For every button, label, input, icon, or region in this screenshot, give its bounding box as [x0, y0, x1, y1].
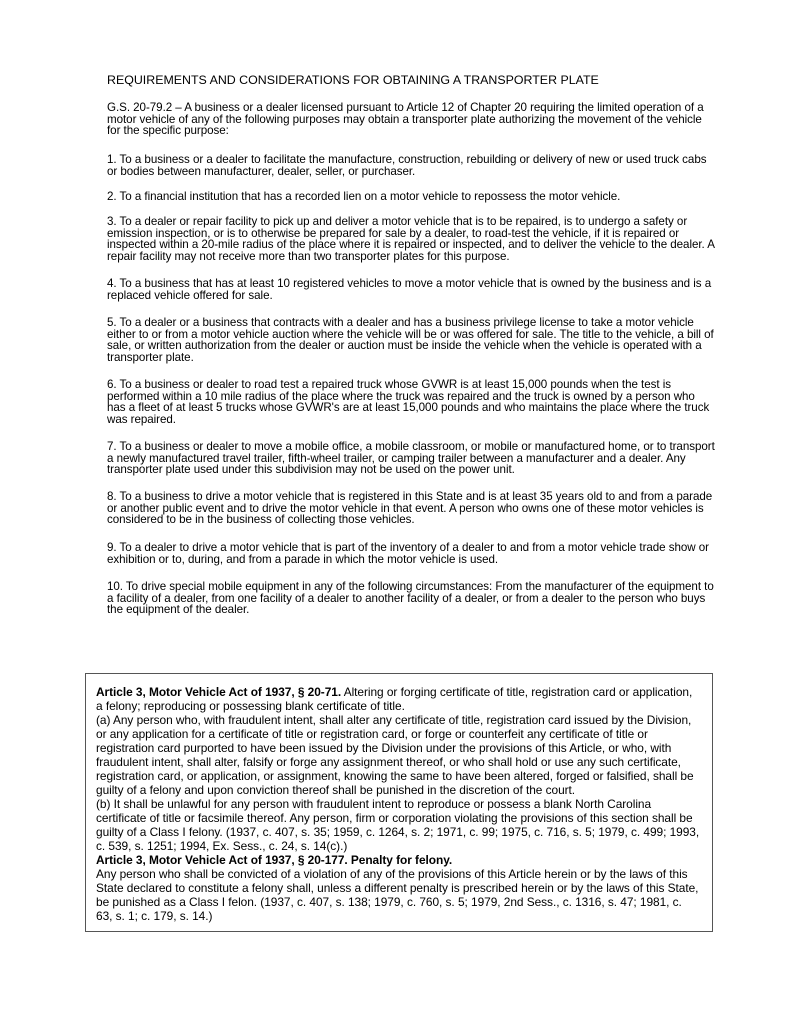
- requirement-item-4: 4. To a business that has at least 10 registered vehicles to move a motor vehicle that is owned by the business and is a replaced vehicle offered for sale.: [107, 277, 712, 302]
- statute-20-177-heading: Article 3, Motor Vehicle Act of 1937, § 20-177. Penalty for felony.: [96, 853, 453, 867]
- statute-20-71-subsection-a: (a) Any person who, with fraudulent intent, shall alter any certificate of title, registration card issued by the Division, or any application for a certificate of title or registration card, or forge or counterfeit any certificate of title or registration card purported to have been issued by the Division under the provisions of this Article, or who, with fraudulent intent, shall alter, falsify or forge any assignment thereof, or who shall hold or use any such certificate, registration card, or application, or assignment, knowing the same to have been altered, forged or falsified, shall be guilty of a felony and upon conviction thereof shall be punished in the discretion of the court.: [96, 713, 694, 797]
- requirement-item-2: 2. To a financial institution that has a recorded lien on a motor vehicle to repossess the motor vehicle.: [107, 190, 621, 203]
- statute-20-71-subsection-b: (b) It shall be unlawful for any person with fraudulent intent to reproduce or possess a blank North Carolina certificate of title or facsimile thereof. Any person, firm or corporation violating the provisions of this section shall be guilty of a Class I felony. (1937, c. 407, s. 35; 1959, c. 1264, s. 2; 1971, c. 99; 1975, c. 716, s. 5; 1979, c. 499; 1993, c. 539, s. 1251; 1994, Ex. Sess., c. 24, s. 14(c).): [96, 797, 700, 853]
- intro-paragraph: G.S. 20-79.2 – A business or a dealer licensed pursuant to Article 12 of Chapter 20 requiring the limited operation of a motor vehicle of any of the following purposes may obtain a transporter plate authorizing the movement of the vehicle for the specific purpose:: [107, 101, 704, 138]
- statute-text: [96, 685, 701, 923]
- statute-20-177-body: Any person who shall be convicted of a violation of any of the provisions of this Article herein or by the laws of this State declared to constitute a felony shall, unless a different penalty is prescribed herein or by the laws of this State, be punished as a Class I felon. (1937, c. 407, s. 138; 1979, c. 760, s. 5; 1979, 2nd Sess., c. 1316, s. 47; 1981, c. 63, s. 1; c. 179, s. 14.): [96, 867, 699, 923]
- requirement-item-7: 7. To a business or dealer to move a mobile office, a mobile classroom, or mobile or manufactured home, or to transport a newly manufactured travel trailer, fifth-wheel trailer, or camping trailer between a manufacturer and a dealer. Any transporter plate used under this subdivision may not be used on the power unit.: [107, 440, 715, 477]
- document-title: REQUIREMENTS AND CONSIDERATIONS FOR OBTAINING A TRANSPORTER PLATE: [107, 73, 599, 87]
- requirement-item-10: 10. To drive special mobile equipment in any of the following circumstances: From the manufacturer of the equipment to a facility of a dealer, from one facility of a dealer to another facility of a dealer, or from a dealer to the person who buys the equipment of the dealer.: [107, 580, 714, 617]
- statute-20-71-heading: Article 3, Motor Vehicle Act of 1937, § 20-71.: [96, 685, 342, 699]
- statute-20-71-intro: [96, 685, 701, 713]
- requirement-item-6: 6. To a business or dealer to road test a repaired truck whose GVWR is at least 15,000 pounds when the test is performed within a 10 mile radius of the place where the truck was repaired and the truck is owned by a person who has a fleet of at least 5 trucks whose GVWR's are at least 15,000 pounds and who maintains the place where the truck was repaired.: [107, 378, 710, 426]
- requirement-item-5: 5. To a dealer or a business that contracts with a dealer and has a business privilege license to take a motor vehicle either to or from a motor vehicle auction where the vehicle will be or was offered for sale. The title to the vehicle, a bill of sale, or written authorization from the dealer or auction must be inside the vehicle when the vehicle is operated with a transporter plate.: [107, 316, 714, 364]
- requirement-item-3: 3. To a dealer or repair facility to pick up and deliver a motor vehicle that is to be repaired, is to undergo a safety or emission inspection, or is to otherwise be prepared for sale by a dealer, to road-test the vehicle, if it is repaired or inspected within a 20-mile radius of the place where it is repaired or inspected, and to deliver the vehicle to the dealer. A repair facility may not receive more than two transporter plates for this purpose.: [107, 215, 715, 263]
- requirement-item-9: 9. To a dealer to drive a motor vehicle that is part of the inventory of a dealer to and from a motor vehicle trade show or exhibition or to, during, and from a parade in which the motor vehicle is used.: [107, 541, 709, 566]
- statute-box: [85, 673, 713, 932]
- statute-20-71-heading-rest: Altering or forging certificate of title, registration card or application, a felony; reproducing or possessing blank certificate of title.: [96, 685, 693, 713]
- requirement-item-1: 1. To a business or a dealer to facilitate the manufacture, construction, rebuilding or delivery of new or used truck cabs or bodies between manufacturer, dealer, seller, or purchaser.: [107, 153, 707, 178]
- requirement-item-8: 8. To a business to drive a motor vehicle that is registered in this State and is at least 35 years old to and from a parade or another public event and to drive the motor vehicle in that event. A person who owns one of these motor vehicles is considered to be in the business of collecting those vehicles.: [107, 490, 713, 527]
